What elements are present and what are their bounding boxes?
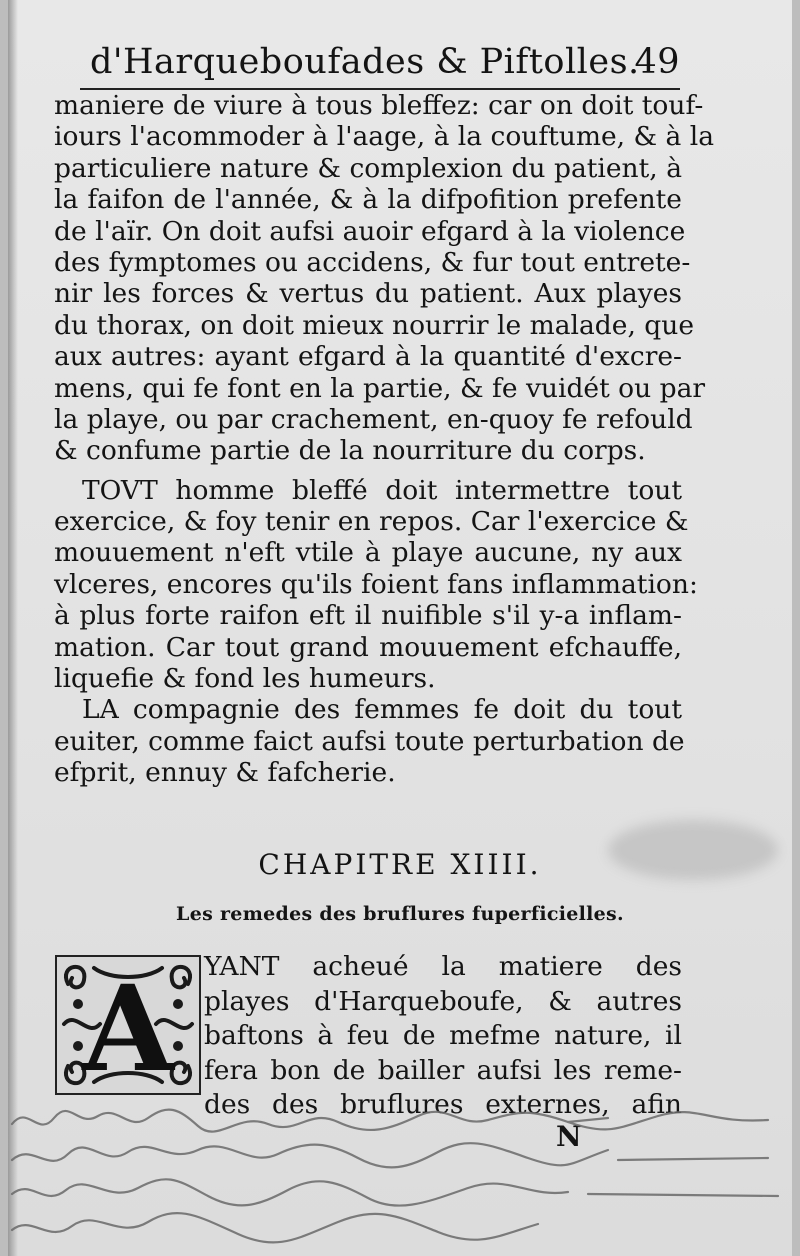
text-line: de l'aïr. On doit aufsi auoir efgard à la violence [54,215,686,247]
catchword: N [556,1120,582,1153]
text-line: vlceres, encores qu'ils foient fans inflammation: [54,568,698,600]
page-edge-shadow [8,0,18,1256]
running-header [80,38,680,84]
text-line: maniere de viure à tous bleffez: car on doit touf- [54,90,704,121]
body-text [54,90,715,789]
text-line: TOVT homme bleffé doit intermettre tout [82,474,682,506]
text-line: particuliere nature & complexion du patient, à [54,152,682,184]
text-line: la faifon de l'année, & à la difpofition prefente [54,184,682,216]
handwritten-annotations [8,1098,792,1256]
book-page [8,0,792,1256]
text-line: efprit, ennuy & fafcherie. [54,757,396,789]
text-line: baftons à feu de mefme nature, il [204,1020,682,1051]
text-line: mouuement n'eft vtile à playe aucune, ny aux [54,537,682,569]
text-line: nir les forces & vertus du patient. Aux playes [54,278,682,310]
text-line: iours l'acommoder à l'aage, à la couftume, & à la [54,121,715,153]
text-line: YANT acheué la matiere des [204,951,682,982]
initial-letter: A [82,959,174,1096]
text-line: mation. Car tout grand mouuement efchauffe, [54,631,682,663]
text-line: fera bon de bailler aufsi les reme- [204,1054,682,1086]
handwriting-icon [8,1098,792,1256]
text-line: & confume partie de la nourriture du corps. [54,435,646,467]
ornament-icon [54,954,202,1096]
text-line: euiter, comme faict aufsi toute perturbation de [54,725,685,757]
page-number: 49 [634,42,680,82]
text-line: LA compagnie des femmes fe doit du tout [82,694,682,726]
chapter-intro-text [204,950,682,1123]
text-line: exercice, & foy tenir en repos. Car l'exercice & [54,506,689,538]
chapter-subtitle: Les remedes des bruflures fuperficielles. [176,903,624,925]
decorated-initial [54,954,202,1096]
text-line: playes d'Harqueboufe, & autres [204,985,682,1017]
text-line: du thorax, on doit mieux nourrir le malade, que [54,309,694,341]
text-line: des des bruflures externes, afin [204,1089,682,1120]
chapter-heading: CHAPITRE XIIII. [258,848,542,881]
text-line: des fymptomes ou accidens, & fur tout entrete- [54,246,691,278]
text-line: la playe, ou par crachement, en-quoy fe refould [54,403,693,435]
running-title: d'Harqueboufades & Piftolles. [90,42,640,82]
text-line: à plus forte raifon eft il nuifible s'il y-a inflam- [54,600,682,632]
text-line: aux autres: ayant efgard à la quantité d'excre- [54,341,682,373]
text-line: liquefie & fond les humeurs. [54,663,436,695]
text-line: mens, qui fe font en la partie, & fe vuidét ou par [54,372,706,404]
